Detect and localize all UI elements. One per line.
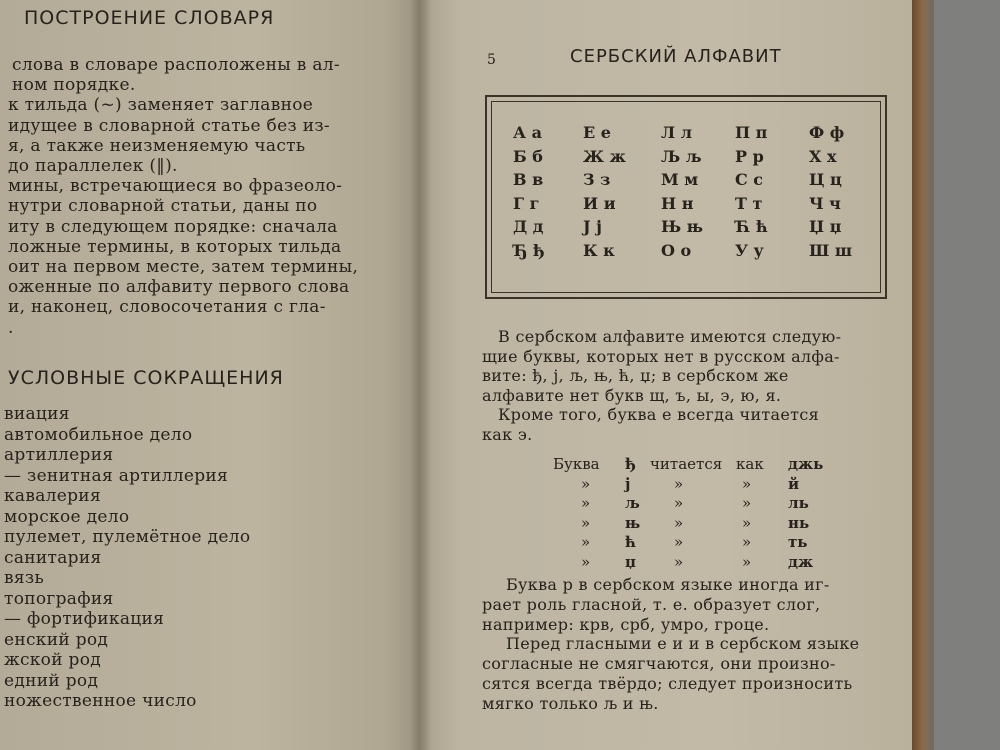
alphabet-letter-pair: О о bbox=[661, 240, 692, 260]
russian-sound: джь bbox=[788, 455, 824, 473]
serbian-letter: ђ bbox=[625, 455, 636, 473]
alphabet-letter-pair: Л л bbox=[661, 123, 692, 142]
verb-word: читается bbox=[650, 455, 723, 473]
paragraph-line: ном порядке. bbox=[12, 75, 136, 96]
ditto-mark: » bbox=[581, 552, 591, 571]
abbreviation-line: морское дело bbox=[4, 506, 130, 527]
paragraph-line: Буква р в сербском языке иногда иг- bbox=[506, 575, 830, 594]
russian-sound: ль bbox=[788, 494, 809, 512]
paragraph-line: оит на первом месте, затем термины, bbox=[8, 257, 359, 277]
abbreviation-line: енский род bbox=[4, 629, 109, 650]
ditto-mark: » bbox=[742, 513, 752, 532]
paragraph-line: иту в следующем порядке: сначала bbox=[8, 216, 338, 237]
ditto-mark: » bbox=[674, 552, 684, 571]
serbian-letter: ј bbox=[625, 474, 631, 493]
alphabet-letter-pair: Џ џ bbox=[809, 217, 842, 236]
alphabet-letter-pair: С с bbox=[735, 170, 764, 189]
abbreviation-line: ножественное число bbox=[4, 691, 197, 711]
serbian-letter: љ bbox=[625, 494, 640, 512]
ditto-mark: » bbox=[581, 533, 591, 551]
paragraph-line: В сербском алфавите имеются следую- bbox=[498, 327, 842, 346]
left-heading: ПОСТРОЕНИЕ СЛОВАРЯ bbox=[24, 7, 275, 29]
book-cover-edge bbox=[912, 0, 934, 750]
paragraph-line: согласные не смягчаются, они произно- bbox=[482, 654, 836, 674]
alphabet-letter-pair: Х х bbox=[809, 146, 837, 166]
abbreviation-line: едний род bbox=[4, 670, 99, 691]
alphabet-letter-pair: Т т bbox=[735, 193, 763, 213]
paragraph-line: оженные по алфавиту первого слова bbox=[8, 277, 350, 298]
paragraph-line: идущее в словарной статье без из- bbox=[8, 115, 330, 136]
alphabet-letter-pair: У у bbox=[735, 240, 764, 260]
abbreviation-line: автомобильное дело bbox=[4, 424, 193, 445]
alphabet-letter-pair: Ђ ђ bbox=[513, 240, 545, 260]
alphabet-letter-pair: Њ њ bbox=[661, 217, 703, 236]
ditto-mark: » bbox=[742, 474, 752, 493]
ditto-mark: » bbox=[581, 474, 591, 493]
right-heading: СЕРБСКИЙ АЛФАВИТ bbox=[570, 46, 782, 67]
paragraph-line: . bbox=[8, 317, 14, 338]
russian-sound: дж bbox=[788, 552, 814, 571]
table-surface bbox=[934, 0, 1000, 750]
paragraph-line: вите: ђ, ј, љ, њ, ћ, џ; в сербском же bbox=[482, 366, 789, 385]
alphabet-letter-pair: И и bbox=[583, 193, 616, 213]
alphabet-letter-pair: А а bbox=[513, 123, 542, 142]
alphabet-letter-pair: Б б bbox=[513, 146, 543, 166]
alphabet-letter-pair: Ј ј bbox=[583, 217, 602, 236]
abbreviation-line: виация bbox=[4, 404, 70, 424]
alphabet-letter-pair: В в bbox=[513, 170, 544, 189]
paragraph-line: алфавите нет букв щ, ъ, ы, э, ю, я. bbox=[482, 385, 782, 405]
as-word: как bbox=[736, 455, 764, 473]
paragraph-line: слова в словаре расположены в ал- bbox=[12, 55, 340, 75]
ditto-mark: » bbox=[581, 513, 591, 532]
alphabet-letter-pair: М м bbox=[661, 170, 699, 189]
paragraph-line: нутри словарной статьи, даны по bbox=[8, 196, 318, 217]
paragraph-line: Кроме того, буква е всегда читается bbox=[498, 405, 819, 424]
russian-sound: ть bbox=[788, 533, 808, 551]
alphabet-letter-pair: Љ љ bbox=[661, 146, 702, 166]
paragraph-line: и, наконец, словосочетания с гла- bbox=[8, 297, 326, 318]
alphabet-letter-pair: Ф ф bbox=[809, 123, 845, 142]
ditto-mark: » bbox=[674, 533, 684, 551]
abbrev-heading: УСЛОВНЫЕ СОКРАЩЕНИЯ bbox=[8, 367, 284, 389]
paragraph-line: до параллелек (‖). bbox=[8, 156, 178, 176]
alphabet-letter-pair: Г г bbox=[513, 193, 540, 213]
ditto-mark: » bbox=[674, 494, 684, 512]
abbreviation-line: — фортификация bbox=[4, 609, 165, 629]
paragraph-line: щие буквы, которых нет в русском алфа- bbox=[482, 346, 840, 366]
alphabet-letter-pair: Ч ч bbox=[809, 193, 841, 213]
alphabet-letter-pair: Е е bbox=[583, 123, 611, 142]
paragraph-line: как э. bbox=[482, 424, 533, 444]
alphabet-letter-pair: К к bbox=[583, 240, 615, 260]
ditto-mark: » bbox=[742, 552, 752, 571]
alphabet-letter-pair: З з bbox=[583, 170, 611, 189]
abbreviation-line: артиллерия bbox=[4, 445, 114, 465]
abbreviation-line: вязь bbox=[4, 568, 45, 588]
paragraph-line: например: крв, срб, умро, гроце. bbox=[482, 614, 770, 634]
serbian-letter: њ bbox=[625, 513, 641, 532]
intro-word: Буква bbox=[553, 455, 600, 473]
abbreviation-line: жской род bbox=[4, 650, 102, 670]
russian-sound: й bbox=[788, 474, 800, 493]
alphabet-letter-pair: Д д bbox=[513, 217, 544, 236]
ditto-mark: » bbox=[581, 494, 591, 512]
alphabet-letter-pair: Ћ ћ bbox=[735, 217, 768, 236]
book-gutter bbox=[410, 0, 432, 750]
alphabet-table bbox=[485, 95, 887, 299]
abbreviation-line: — зенитная артиллерия bbox=[4, 465, 229, 486]
paragraph-line: сятся всегда твёрдо; следует произносить bbox=[482, 674, 853, 693]
ditto-mark: » bbox=[742, 533, 752, 551]
abbreviation-line: кавалерия bbox=[4, 486, 101, 506]
alphabet-letter-pair: Р р bbox=[735, 146, 764, 166]
paragraph-line: к тильда (~) заменяет заглавное bbox=[8, 95, 314, 116]
paragraph-line: мины, встречающиеся во фразеоло- bbox=[8, 176, 343, 197]
russian-sound: нь bbox=[788, 513, 810, 532]
alphabet-letter-pair: Ц ц bbox=[809, 170, 842, 189]
ditto-mark: » bbox=[742, 494, 752, 512]
paragraph-line: я, а также неизменяемую часть bbox=[8, 135, 306, 156]
serbian-letter: џ bbox=[625, 552, 636, 571]
serbian-letter: ћ bbox=[625, 533, 636, 551]
abbreviation-line: пулемет, пулемётное дело bbox=[4, 527, 251, 547]
paragraph-line: мягко только љ и њ. bbox=[482, 693, 659, 713]
alphabet-letter-pair: Н н bbox=[661, 193, 694, 213]
alphabet-letter-pair: Ж ж bbox=[583, 146, 626, 166]
paragraph-line: рает роль гласной, т. е. образует слог, bbox=[482, 594, 821, 614]
paragraph-line: Перед гласными е и и в сербском языке bbox=[506, 634, 860, 654]
ditto-mark: » bbox=[674, 474, 684, 493]
abbreviation-line: санитария bbox=[4, 547, 102, 568]
page-number: 5 bbox=[487, 52, 497, 68]
ditto-mark: » bbox=[674, 513, 684, 532]
alphabet-letter-pair: Ш ш bbox=[809, 240, 853, 260]
abbreviation-line: топография bbox=[4, 588, 114, 609]
alphabet-letter-pair: П п bbox=[735, 123, 768, 142]
paragraph-line: ложные термины, в которых тильда bbox=[8, 236, 342, 257]
